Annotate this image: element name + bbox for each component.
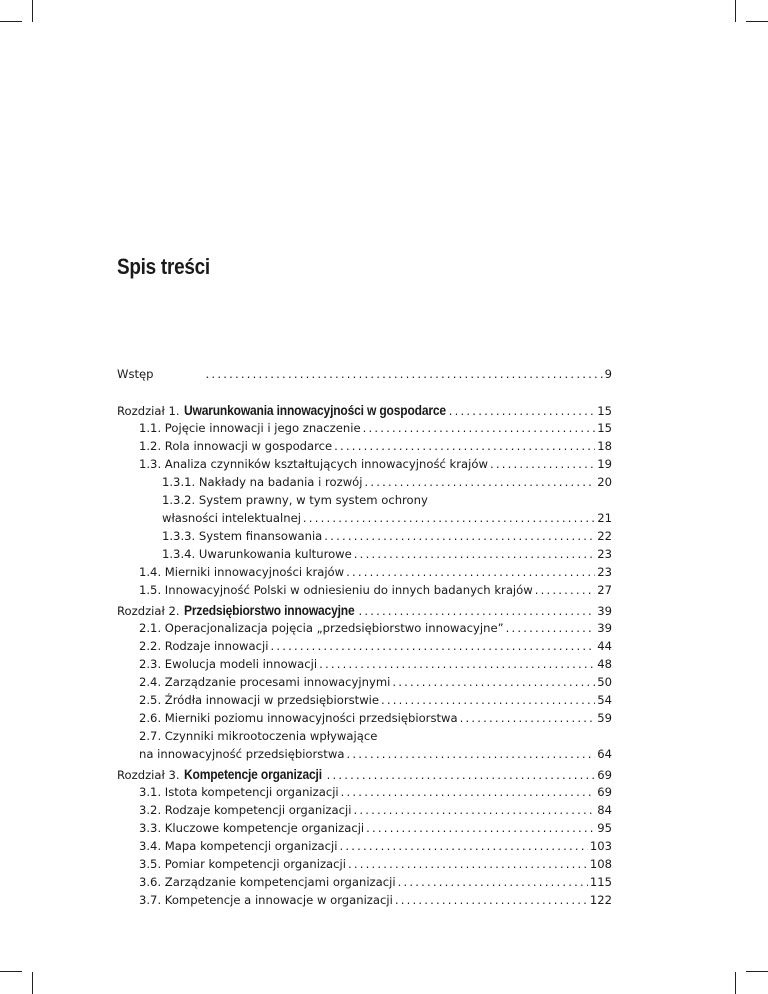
page-number: 9 — [604, 367, 612, 381]
toc-entry-label: 3.6. Zarządzanie kompetencjami organizacji — [139, 875, 396, 889]
dot-leader — [341, 783, 596, 801]
page-number: 115 — [589, 875, 612, 889]
dot-leader — [324, 527, 595, 545]
toc-entry-label: 2.6. Mierniki poziomu innowacyjności przedsiębiorstwa — [139, 711, 458, 725]
toc-entry[interactable] — [117, 837, 612, 855]
toc-entry-wstep[interactable] — [117, 365, 612, 383]
page-number: 19 — [597, 457, 612, 471]
dot-leader — [270, 637, 595, 655]
dot-leader — [506, 619, 596, 637]
dot-leader — [366, 819, 595, 837]
crop-mark — [0, 971, 22, 972]
toc-entry-label: 2.3. Ewolucja modeli innowacji — [139, 657, 318, 671]
dot-leader — [353, 801, 595, 819]
toc-entry-label: 3.3. Kluczowe kompetencje organizacji — [139, 821, 365, 835]
page-number: 39 — [597, 621, 612, 635]
dot-leader — [346, 563, 595, 581]
page-number: 50 — [597, 675, 612, 689]
page-number: 44 — [597, 639, 612, 653]
dot-leader — [460, 709, 596, 727]
dot-leader — [363, 419, 596, 437]
crop-mark — [32, 0, 33, 22]
toc-entry[interactable] — [117, 801, 612, 819]
dot-leader — [339, 837, 587, 855]
page-number: 69 — [597, 785, 612, 799]
dot-leader — [354, 545, 595, 563]
toc-entry-label: 1.3.1. Nakłady na badania i rozwój — [162, 475, 363, 489]
page-number: 122 — [589, 893, 612, 907]
page-number: 69 — [597, 768, 612, 782]
page-number: 15 — [597, 404, 612, 418]
toc-entry[interactable] — [117, 581, 612, 599]
toc-entry[interactable] — [117, 619, 612, 637]
page-number: 20 — [597, 475, 612, 489]
toc-entry-label: 2.7. Czynniki mikrootoczenia wpływające — [139, 729, 378, 743]
toc-entry[interactable] — [117, 709, 612, 727]
page-number: 27 — [597, 583, 612, 597]
dot-leader — [206, 365, 603, 383]
toc-entry[interactable] — [117, 727, 612, 745]
crop-mark — [735, 0, 736, 22]
toc-entry-label: 3.4. Mapa kompetencji organizacji — [139, 839, 338, 853]
toc-entry-label: 1.3.2. System prawny, w tym system ochrony — [162, 493, 428, 507]
chapter-prefix: Rozdział 2. — [117, 604, 180, 618]
toc-entry-label: 1.3.3. System finansowania — [162, 529, 323, 543]
toc-entry[interactable] — [117, 673, 612, 691]
toc-entry[interactable] — [117, 819, 612, 837]
page-number: 22 — [597, 529, 612, 543]
dot-leader — [358, 602, 595, 620]
page-number: 18 — [597, 439, 612, 453]
dot-leader — [334, 437, 595, 455]
toc-entry-label: własności intelektualnej — [162, 511, 301, 525]
page-number: 21 — [597, 511, 612, 525]
dot-leader — [381, 691, 595, 709]
toc-entry-label: Wstęp — [117, 367, 154, 381]
chapter-heading[interactable] — [117, 401, 612, 419]
toc-entry[interactable] — [117, 563, 612, 581]
dot-leader — [319, 655, 595, 673]
toc-entry-label: 1.1. Pojęcie innowacji i jego znaczenie — [139, 421, 361, 435]
page-number: 54 — [597, 693, 612, 707]
toc-entry[interactable] — [117, 455, 612, 473]
toc-entry-label: 2.4. Zarządzanie procesami innowacyjnymi — [139, 675, 391, 689]
toc-entry[interactable] — [117, 873, 612, 891]
dot-leader — [395, 891, 588, 909]
page-number: 108 — [589, 857, 612, 871]
page-title: Spis treści — [117, 254, 210, 279]
page-number: 95 — [597, 821, 612, 835]
toc-entry[interactable] — [117, 527, 612, 545]
chapter-title: Przedsiębiorstwo innowacyjne — [184, 602, 355, 618]
dot-leader — [449, 402, 595, 420]
toc-entry[interactable] — [117, 745, 612, 763]
toc-entry-label: 2.2. Rodzaje innowacji — [139, 639, 269, 653]
chapter-prefix: Rozdział 3. — [117, 768, 180, 782]
crop-mark — [0, 21, 22, 22]
dot-leader — [398, 873, 588, 891]
toc-entry-label: 1.3.4. Uwarunkowania kulturowe — [162, 547, 352, 561]
chapter-prefix: Rozdział 1. — [117, 404, 180, 418]
dot-leader — [392, 673, 595, 691]
page-number: 23 — [597, 547, 612, 561]
toc-entry[interactable] — [117, 691, 612, 709]
toc-entry-label: na innowacyjność przedsiębiorstwa — [139, 747, 345, 761]
page-number: 64 — [597, 747, 612, 761]
toc-entry-label: 2.5. Źródła innowacji w przedsiębiorstwie — [139, 693, 380, 707]
toc-entry-label: 1.5. Innowacyjność Polski w odniesieniu do innych badanych krajów — [139, 583, 533, 597]
toc-entry[interactable] — [117, 509, 612, 527]
toc-entry[interactable] — [117, 473, 612, 491]
dot-leader — [346, 745, 595, 763]
page-number: 23 — [597, 565, 612, 579]
toc-entry[interactable] — [117, 637, 612, 655]
toc-entry[interactable] — [117, 491, 612, 509]
chapter-heading[interactable] — [117, 601, 612, 619]
toc-entry-label: 3.5. Pomiar kompetencji organizacji — [139, 857, 346, 871]
toc-entry[interactable] — [117, 855, 612, 873]
page-number: 103 — [589, 839, 612, 853]
dot-leader — [327, 766, 596, 784]
toc-entry-label: 2.1. Operacjonalizacja pojęcia „przedsiębiorstwo innowacyjne” — [139, 621, 504, 635]
toc-entry-label: 3.1. Istota kompetencji organizacji — [139, 785, 339, 799]
page-number: 39 — [597, 604, 612, 618]
toc-entry-label: 3.2. Rodzaje kompetencji organizacji — [139, 803, 352, 817]
toc-entry-label: 1.3. Analiza czynników kształtujących innowacyjność krajów — [139, 457, 488, 471]
page-number: 48 — [597, 657, 612, 671]
crop-mark — [746, 21, 768, 22]
dot-leader — [490, 455, 595, 473]
toc-entry[interactable] — [117, 437, 612, 455]
crop-mark — [32, 972, 33, 994]
dot-leader — [303, 509, 595, 527]
toc-entry[interactable] — [117, 891, 612, 909]
toc-entry[interactable] — [117, 545, 612, 563]
dot-leader — [535, 581, 596, 599]
toc-entry[interactable] — [117, 783, 612, 801]
page-number: 84 — [597, 803, 612, 817]
page-number: 15 — [597, 421, 612, 435]
dot-leader — [348, 855, 588, 873]
toc-entry-label: 3.7. Kompetencje a innowacje w organizacji — [139, 893, 393, 907]
toc-entry-label: 1.2. Rola innowacji w gospodarce — [139, 439, 333, 453]
toc-entry[interactable] — [117, 419, 612, 437]
chapter-heading[interactable] — [117, 765, 612, 783]
toc-entry-label: 1.4. Mierniki innowacyjności krajów — [139, 565, 345, 579]
chapter-title: Uwarunkowania innowacyjności w gospodarce — [184, 402, 447, 418]
chapter-title: Kompetencje organizacji — [184, 766, 323, 782]
page-number: 59 — [597, 711, 612, 725]
crop-mark — [746, 971, 768, 972]
toc-entry[interactable] — [117, 655, 612, 673]
dot-leader — [365, 473, 596, 491]
crop-mark — [735, 972, 736, 994]
